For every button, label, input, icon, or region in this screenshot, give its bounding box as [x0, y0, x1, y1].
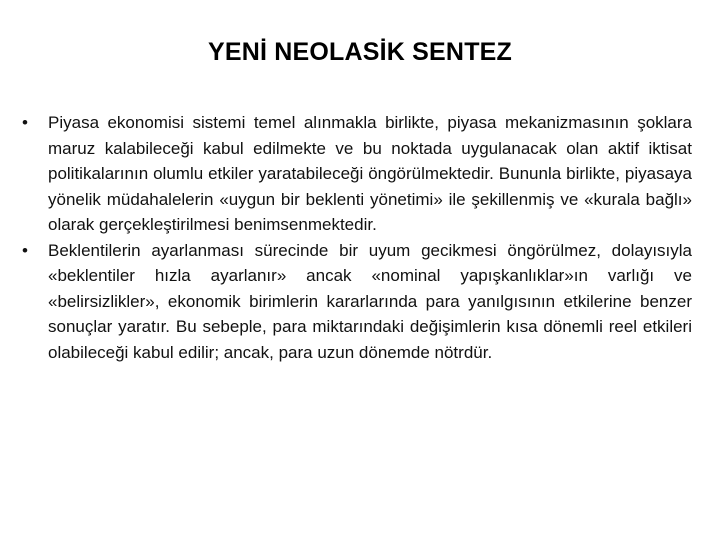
bullet-text-1: Piyasa ekonomisi sistemi temel alınmakla birlikte, piyasa mekanizmasının şoklara maruz kalabileceği kabul edilmekte ve bu noktada uygulanacak olan aktif iktisat politikalarının olumlu etkiler yaratabileceği öngörülmektedir. Bununla birlikte, piyasaya yönelik müdahalelerin «uygun bir beklenti yönetimi» ile şekillenmiş ve «kurala bağlı» olarak gerçekleştirilmesi benimsenmektedir.	[48, 113, 692, 234]
slide-title: YENİ NEOLASİK SENTEZ	[207, 38, 513, 66]
bullet-text-2: Beklentilerin ayarlanması sürecinde bir uyum gecikmesi öngörülmez, dolayısıyla «beklentiler hızla ayarlanır» ancak «nominal yapışkanlıklar»ın varlığı ve «belirsizlikler», ekonomik birimlerin kararlarında para yanılgısının etkilerine benzer sonuçlar yaratır. Bu sebeple, para miktarındaki değişimlerin kısa dönemli reel etkileri olabileceği kabul edilir; ancak, para uzun dönemde nötrdür.	[48, 240, 692, 362]
bullet-list	[20, 110, 692, 365]
bullet-item-2	[20, 238, 692, 366]
bullet-dot-icon: •	[22, 113, 28, 132]
bullet-item-1	[20, 110, 692, 238]
bullet-dot-icon: •	[22, 240, 28, 260]
